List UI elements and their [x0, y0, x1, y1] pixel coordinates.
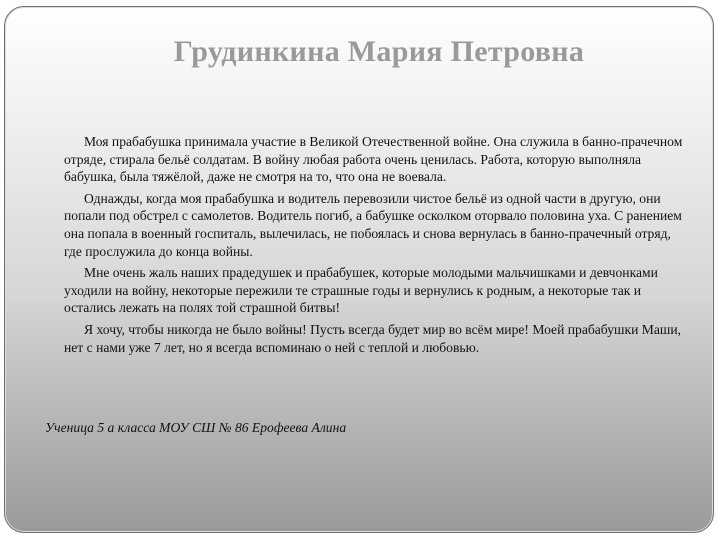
slide	[4, 6, 714, 533]
author-signature: Ученица 5 а класса МОУ СШ № 86 Ерофеева Алина	[45, 420, 347, 435]
story-text	[64, 133, 688, 360]
paragraph-1: Моя прабабушка принимала участие в Великой Отечественной войне. Она служила в банно-прачечном отряде, стирала бельё солдатам. В войну любая работа очень ценилась. Работа, которую выполняла бабушка, была тяжёлой, даже не смотря на то, что она не воевала.	[64, 134, 683, 185]
paragraph-4: Я хочу, чтобы никогда не было войны! Пусть всегда будет мир во всём мире! Моей прабабушки Маши, нет с нами уже 7 лет, но я всегда вспоминаю о ней с теплой и любовью.	[64, 321, 682, 355]
paragraph-3: Мне очень жаль наших прадедушек и прабабушек, которые молодыми мальчишками и девчонками уходили на войну, некоторые пережили те страшные годы и вернулись к родным, а некоторые так и остались лежать на полях той страшной битвы!	[64, 265, 658, 316]
paragraph-2: Однажды, когда моя прабабушка и водитель перевозили чистое бельё из одной части в другую, они попали под обстрел с самолетов. Водитель погиб, а бабушке осколком оторвало половина уха. С ранением она попала в военный госпиталь, вылечилась, не побоялась и снова вернулась в банно-прачечный отряд, где прослужила до конца войны.	[64, 190, 682, 259]
slide-title: Грудинкина Мария Петровна	[173, 35, 585, 68]
